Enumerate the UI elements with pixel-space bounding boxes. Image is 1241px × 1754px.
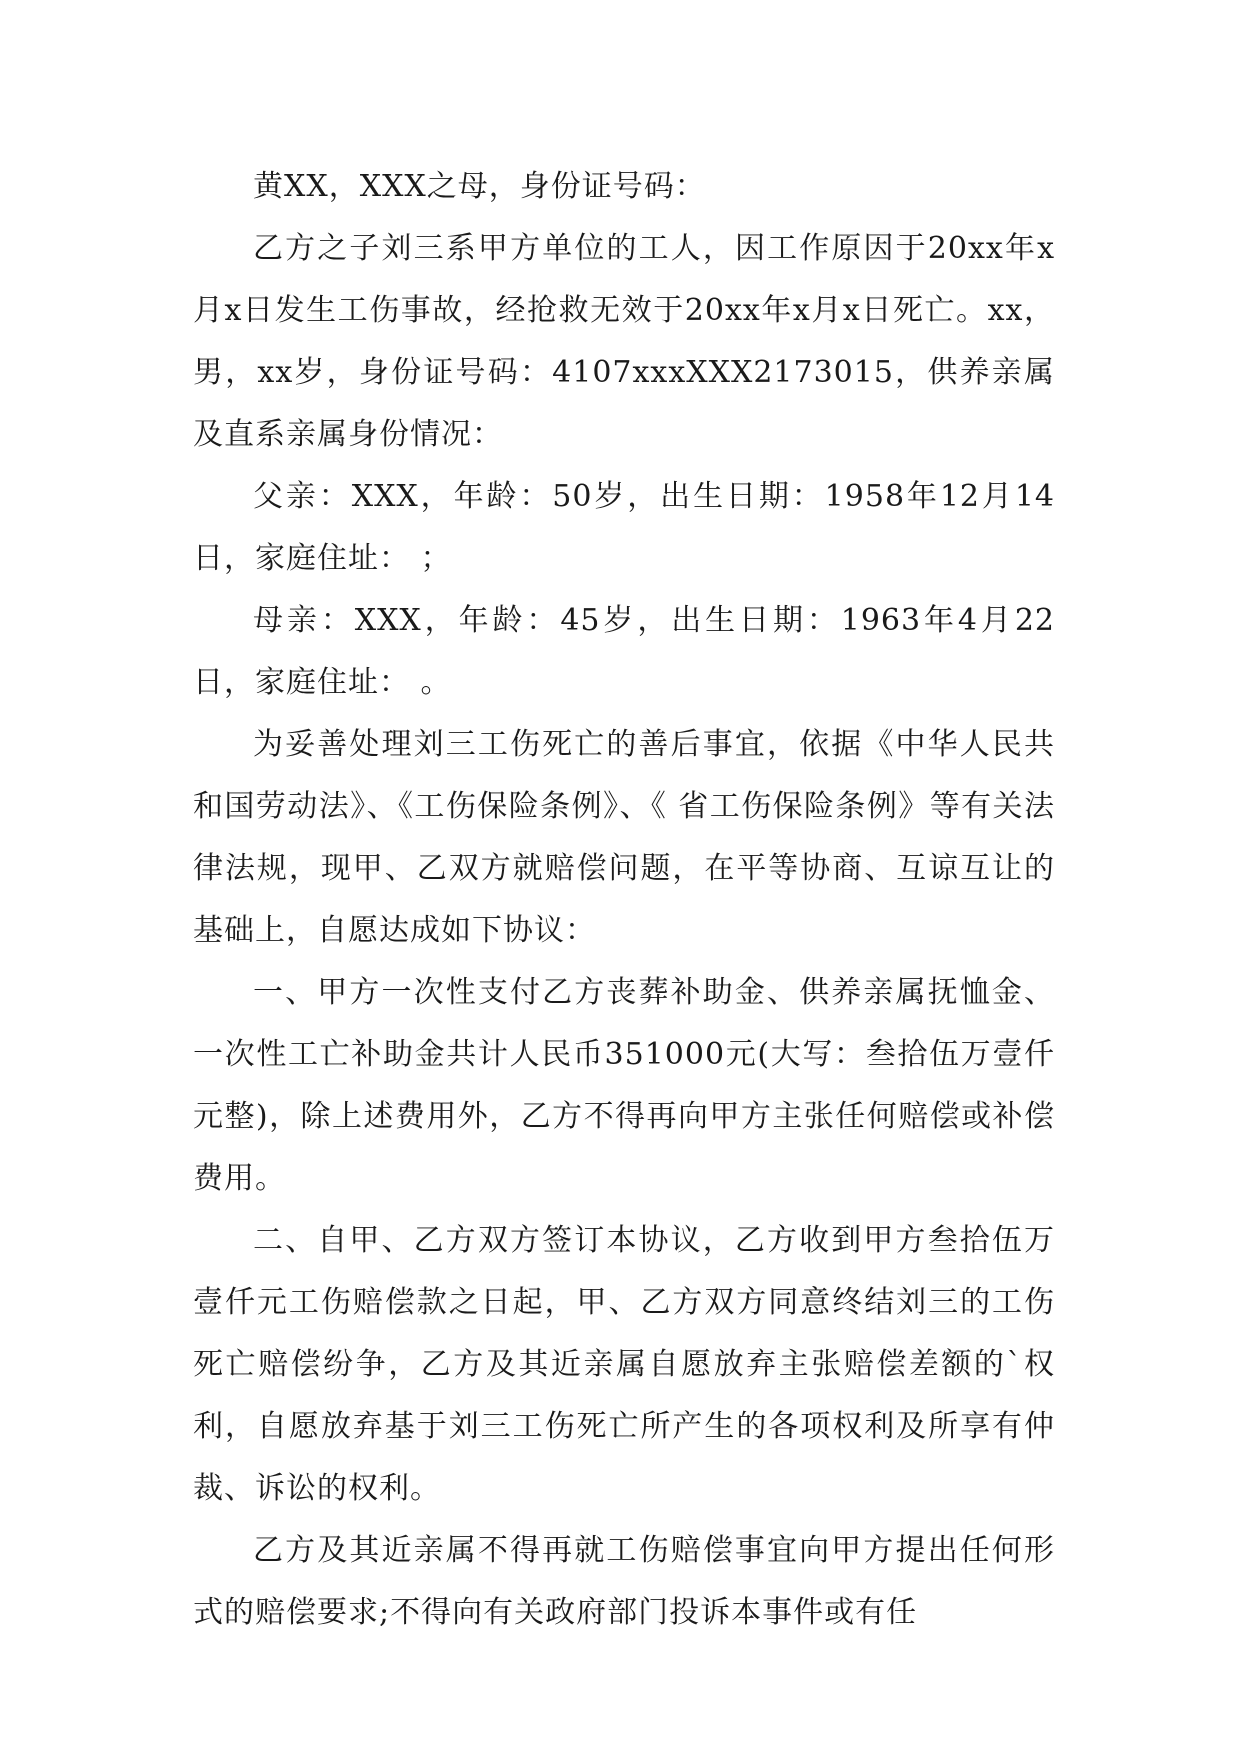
paragraph-no-further-claims: 乙方及其近亲属不得再就工伤赔偿事宜向甲方提出任何形式的赔偿要求;不得向有关政府部门投诉本事件或有任: [193, 1533, 1055, 1630]
paragraph-mother-id: 黄XX，XXX之母，身份证号码：: [253, 169, 706, 204]
paragraph-clause-two: 二、自甲、乙方双方签订本协议，乙方收到甲方叁拾伍万壹仟元工伤赔偿款之日起，甲、乙方双方同意终结刘三的工伤死亡赔偿纷争，乙方及其近亲属自愿放弃主张赔偿差额的`权利，自愿放弃基于刘三工伤死亡所产生的各项权利及所享有仲裁、诉讼的权利。: [193, 1223, 1055, 1506]
paragraph-clause-one: 一、甲方一次性支付乙方丧葬补助金、供养亲属抚恤金、一次性工亡补助金共计人民币351000元(大写：叁拾伍万壹仟元整)，除上述费用外，乙方不得再向甲方主张任何赔偿或补偿费用。: [193, 975, 1055, 1196]
paragraph-mother: 母亲：XXX，年龄：45岁，出生日期：1963年4月22日，家庭住址： 。: [193, 603, 1055, 700]
paragraph-father: 父亲：XXX，年龄：50岁，出生日期：1958年12月14日，家庭住址： ；: [193, 479, 1055, 576]
paragraph-basis: 为妥善处理刘三工伤死亡的善后事宜，依据《中华人民共和国劳动法》、《工伤保险条例》、《 省工伤保险条例》等有关法律法规，现甲、乙双方就赔偿问题，在平等协商、互谅互让的基础上，自愿达成如下协议：: [193, 727, 1055, 948]
paragraph-incident: 乙方之子刘三系甲方单位的工人，因工作原因于20xx年x月x日发生工伤事故，经抢救无效于20xx年x月x日死亡。xx，男，xx岁，身份证号码：4107xxxXXX2173015，供养亲属及直系亲属身份情况：: [193, 231, 1055, 452]
document-body: [193, 156, 1055, 1644]
